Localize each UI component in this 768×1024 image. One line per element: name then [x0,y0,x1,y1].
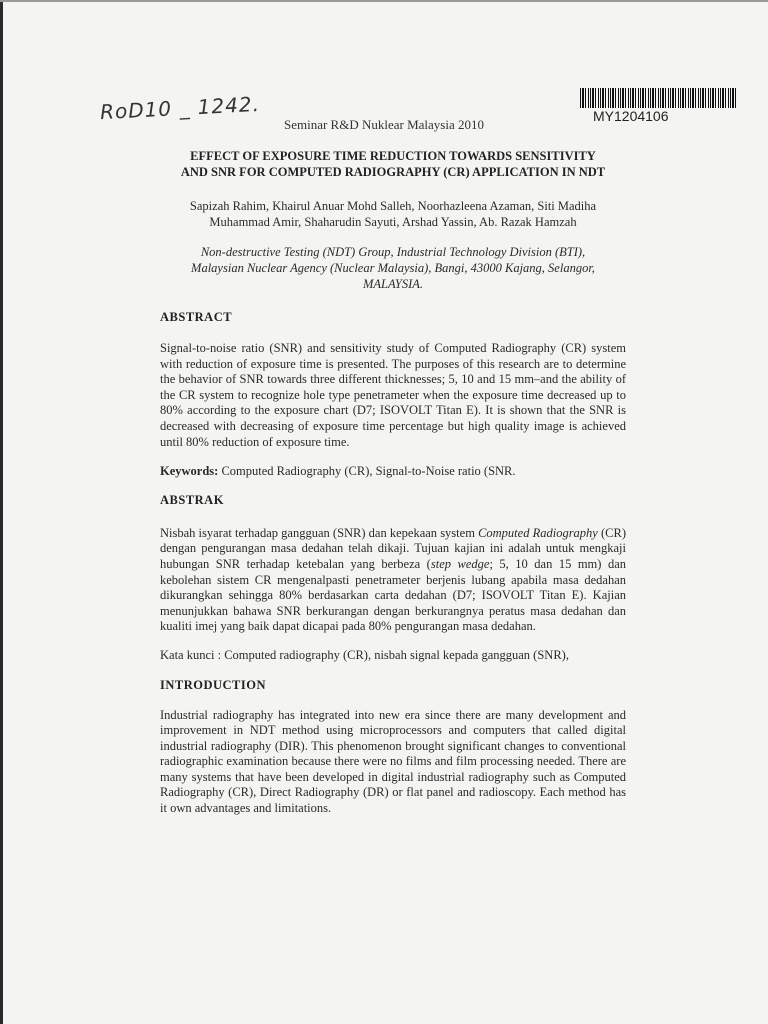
authors-line-2: Muhammad Amir, Shaharudin Sayuti, Arshad Yassin, Ab. Razak Hamzah [209,215,577,229]
affil-line-2: Malaysian Nuclear Agency (Nuclear Malaysia), Bangi, 43000 Kajang, Selangor, [191,261,595,275]
affiliation [160,244,626,292]
paper-body [160,148,626,817]
barcode [580,88,736,108]
kata-kunci: Kata kunci : Computed radiography (CR), nisbah signal kepada gangguan (SNR), [160,647,569,662]
abstrak-italic-1: Computed Radiography [478,525,598,540]
keywords [160,464,626,480]
scan-edge-top [0,0,768,2]
keywords-text: Computed Radiography (CR), Signal-to-Noise ratio (SNR. [218,464,516,479]
title-line-2: AND SNR FOR COMPUTED RADIOGRAPHY (CR) APPLICATION IN NDT [180,165,606,179]
keywords-label: Keywords: [160,464,219,479]
author-list [160,198,626,230]
abstract-text: Signal-to-noise ratio (SNR) and sensitivity study of Computed Radiography (CR) system with reduction of exposure time is presented. The purposes of this research are to determine the behavior of SNR towards three different thicknesses; 5, 10 and 15 mm–and the ability of the CR system to recognize hole type penetrameter when the exposure time decreased up to 80% according to the exposure chart (D7; ISOVOLT Titan E). It is shown that the SNR is decreased with decreasing of exposure time percentage but high quality image is achieved until 80% reduction of exposure time. [160,341,626,449]
abstract-heading: ABSTRACT [160,310,233,324]
introduction-heading: INTRODUCTION [160,677,267,692]
abstrak-italic-2: step wedge [430,556,490,571]
affil-line-3: MALAYSIA. [362,277,424,291]
abstrak-heading: ABSTRAK [160,492,224,507]
introduction-text: Industrial radiography has integrated into new era since there are many development and improvement in NDT method using microprocessors and computers that called digital industrial radiography (DIR). This phenomenon brought significant changes to conventional radiographic examination because there were no films and film processing needed. There are many systems that have been developed in digital industrial radiography such as Computed Radiography (CR), Direct Radiography (DR) or flat panel and radioscopy. Each method has it own advantages and limitations. [160,707,626,816]
scan-edge-left [0,0,3,1024]
abstrak-text [160,526,626,635]
paper-title [160,148,626,180]
title-line-1: EFFECT OF EXPOSURE TIME REDUCTION TOWARDS SENSITIVITY [190,149,596,163]
handwritten-annotation: RoD10 _ 1242. [99,91,261,125]
barcode-number: MY1204106 [593,108,669,124]
abstrak-text-part-2: (CR) dengan pengurangan masa dedahan telah dikaji. Tujuan kajian ini adalah untuk mengkaji hubungan SNR terhadap ketebalan yang berbeza ( [160,525,626,571]
abstrak-text-part-3: ; 5, 10 dan 15 mm) dan kebolehan sistem CR mengenalpasti penetrameter berjenis lubang apabila masa dedahan dikurangkan sehingga 80% berdasarkan carta dedahan (D7; ISOVOLT Titan E). Kajian menunjukkan bahawa SNR berkurangan dengan berkurangnya peratus masa dedahan dan kualiti imej yang baik dapat dicapai pada 80% pengurangan masa dedahan. [160,556,626,634]
affil-line-1: Non-destructive Testing (NDT) Group, Industrial Technology Division (BTI), [200,245,586,259]
authors-line-1: Sapizah Rahim, Khairul Anuar Mohd Salleh, Noorhazleena Azaman, Siti Madiha [189,199,597,213]
seminar-header: Seminar R&D Nuklear Malaysia 2010 [283,117,484,132]
abstrak-text-part-1: Nisbah isyarat terhadap gangguan (SNR) dan kepekaan system [160,525,479,540]
